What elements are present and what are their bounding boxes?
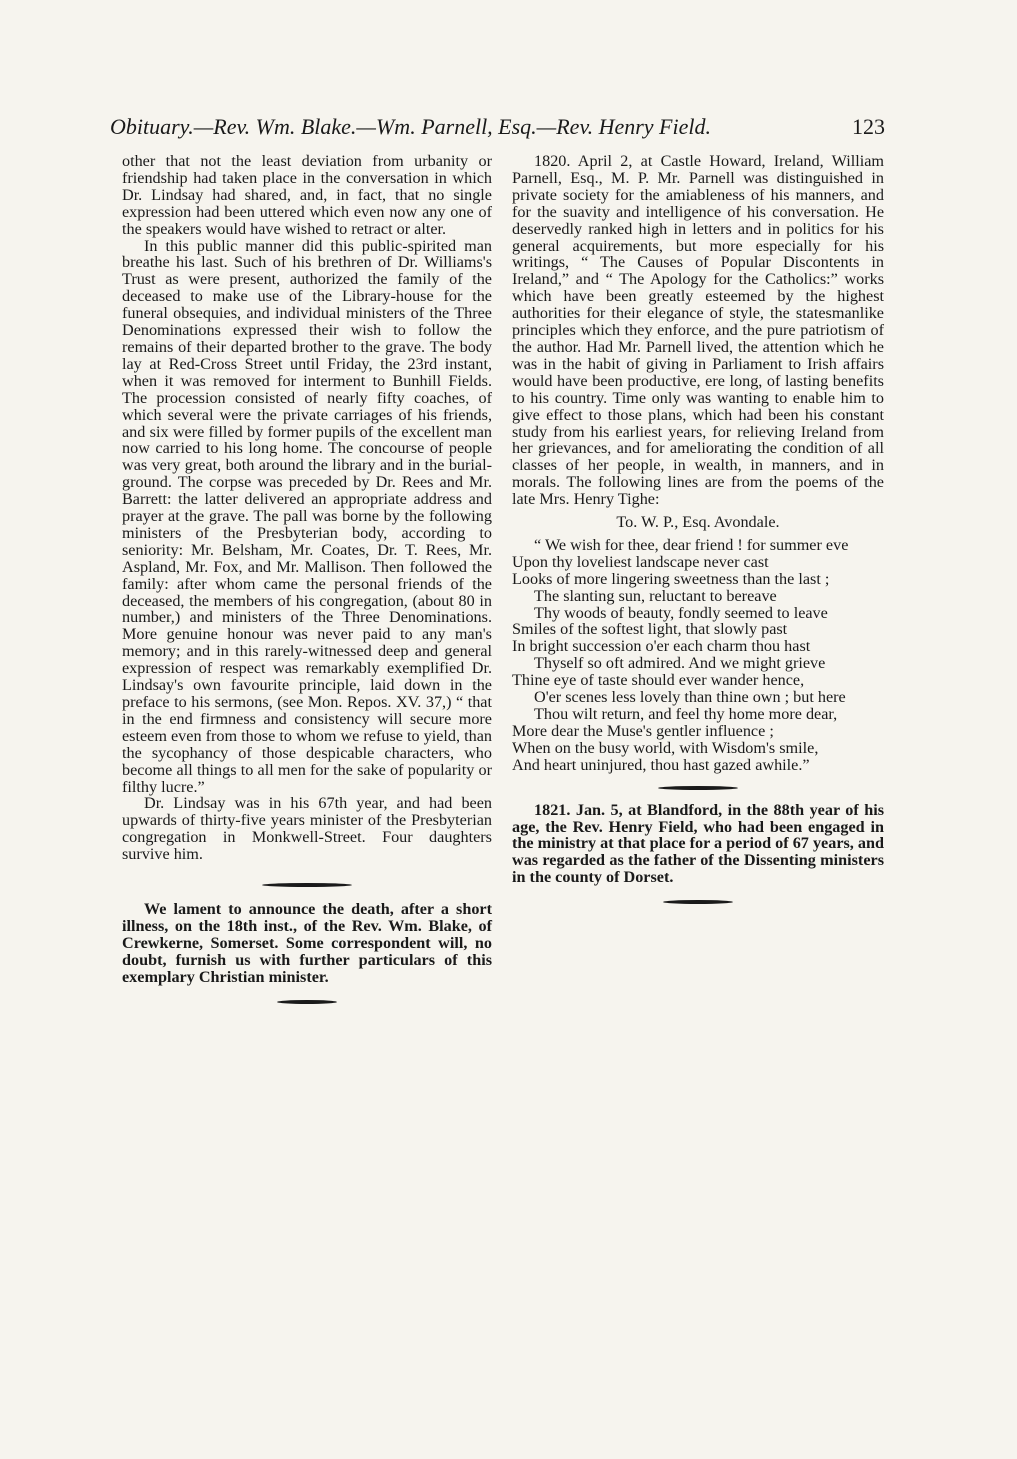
section-divider xyxy=(663,900,733,904)
parnell-notice: 1820. April 2, at Castle Howard, Ireland, William Parnell, Esq., M. P. Mr. Parnell was distinguished in private society for the amiableness of his manners, and for the suavity and intelligence of his conversation. He deservedly ranked high in letters and in politics for his general acquirements, but more especially for his writings, “ The Causes of Popular Discontents in Ireland,” and “ The Apology for the Catholics:” works which have been greatly esteemed by the highest authorities for their elegance of style, the statesmanlike principles which they enforce, and the pure patriotism of the author. Had Mr. Parnell lived, the attention which he was in the habit of giving in Parliament to Irish affairs would have been productive, ere long, of lasting benefits to his country. Time only was wanting to enable him to give effect to those plans, which had been his constant study from his earliest years, for relieving Ireland from her grievances, and for ameliorating the condition of all classes of her people, in wealth, in manners, and in morals. The following lines are from the poems of the late Mrs. Henry Tighe: xyxy=(512,152,884,509)
running-header xyxy=(110,114,885,150)
left-column xyxy=(122,153,492,1012)
poem-line: Thine eye of taste should ever wander hence, xyxy=(512,671,805,690)
lindsay-paragraph-2: In this public manner did this public-spirited man breathe his last. Such of his brethren of Dr. Williams's Trust as were present, authorized the family of the deceased to make use of the Library-house for the funeral obsequies, and individual ministers of the Three Denominations expressed their wish to follow the remains of their departed brother to the grave. The body lay at Red-Cross Street until Friday, the 23rd instant, when it was removed for interment to Bunhill Fields. The procession consisted of nearly fifty coaches, of which several were the private carriages of his friends, and six were filled by former pupils of the excellent man now carried to his long home. The concourse of people was very great, both around the library and in the burial-ground. The corpse was preceded by Dr. Rees and Mr. Barrett: the latter delivered an appropriate address and prayer at the grave. The pall was borne by the following ministers of the Presbyterian body, according to seniority: Mr. Belsham, Mr. Coates, Dr. T. Rees, Mr. Aspland, Mr. Fox, and Mr. Mallison. Then followed the family: after whom came the personal friends of the deceased, the members of his congregation, (about 80 in number,) and ministers of the Three Denominations. More genuine honour was never paid to any man's memory; and in this rarely-witnessed deep and general expression of respect was remarkably exemplified Dr. Lindsay's own favourite principle, laid down in the preface to his sermons, (see Mon. Repos. XV. 37,) “ that in the end firmness and consistency will secure more esteem even from those to whom we refuse to yield, than the sycophancy of those despicable characters, who become all things to all men for the sake of popularity or filthy lucre.” xyxy=(122,236,492,796)
field-notice: 1821. Jan. 5, at Blandford, in the 88th year of his age, the Rev. Henry Field, who had been engaged in the ministry at that place for a period of 67 years, and was regarded as the father of the Dissenting ministers in the county of Dorset. xyxy=(512,800,884,887)
right-column xyxy=(512,153,884,912)
section-divider xyxy=(262,883,352,887)
poem-title: To. W. P., Esq. Avondale. xyxy=(616,513,780,532)
page-number: 123 xyxy=(852,114,885,139)
poem-line: More dear the Muse's gentler influence ; xyxy=(512,721,774,740)
running-title: Obituary.—Rev. Wm. Blake.—Wm. Parnell, Esq.—Rev. Henry Field. xyxy=(110,114,711,139)
poem-line: In bright succession o'er each charm thou hast xyxy=(512,637,811,656)
poem xyxy=(512,537,884,774)
blake-notice: We lament to announce the death, after a short illness, on the 18th inst., of the Rev. Wm. Blake, of Crewkerne, Somerset. Some correspondent will, no doubt, furnish us with further particulars of this exemplary Christian minister. xyxy=(122,900,492,986)
poem-line: Thou wilt return, and feel thy home more dear, xyxy=(534,705,838,723)
poem-line: And heart uninjured, thou hast gazed awhile.” xyxy=(512,755,810,774)
poem-line: Thyself so oft admired. And we might grieve xyxy=(534,654,826,673)
lindsay-paragraph-3: Dr. Lindsay was in his 67th year, and had been upwards of thirty-five years minister of the Presbyterian congregation in Monkwell-Street. Four daughters survive him. xyxy=(122,794,492,864)
section-divider xyxy=(658,786,738,790)
poem-line: Looks of more lingering sweetness than the last ; xyxy=(512,569,830,588)
poem-line: When on the busy world, with Wisdom's smile, xyxy=(512,738,819,757)
lindsay-paragraph-1: other that not the least deviation from urbanity or friendship had taken place in the conversation in which Dr. Lindsay had shared, and, in fact, that no single expression had been uttered which even now any one of the speakers would have wished to retract or alter. xyxy=(122,152,492,238)
poem-line: “ We wish for thee, dear friend ! for summer eve xyxy=(534,535,849,554)
poem-line: O'er scenes less lovely than thine own ; but here xyxy=(534,688,846,707)
poem-line: Smiles of the softest light, that slowly past xyxy=(512,620,788,639)
poem-line: Thy woods of beauty, fondly seemed to leave xyxy=(534,603,828,622)
poem-line: Upon thy loveliest landscape never cast xyxy=(512,552,769,571)
section-divider xyxy=(277,1000,337,1004)
poem-line: The slanting sun, reluctant to bereave xyxy=(534,586,777,605)
